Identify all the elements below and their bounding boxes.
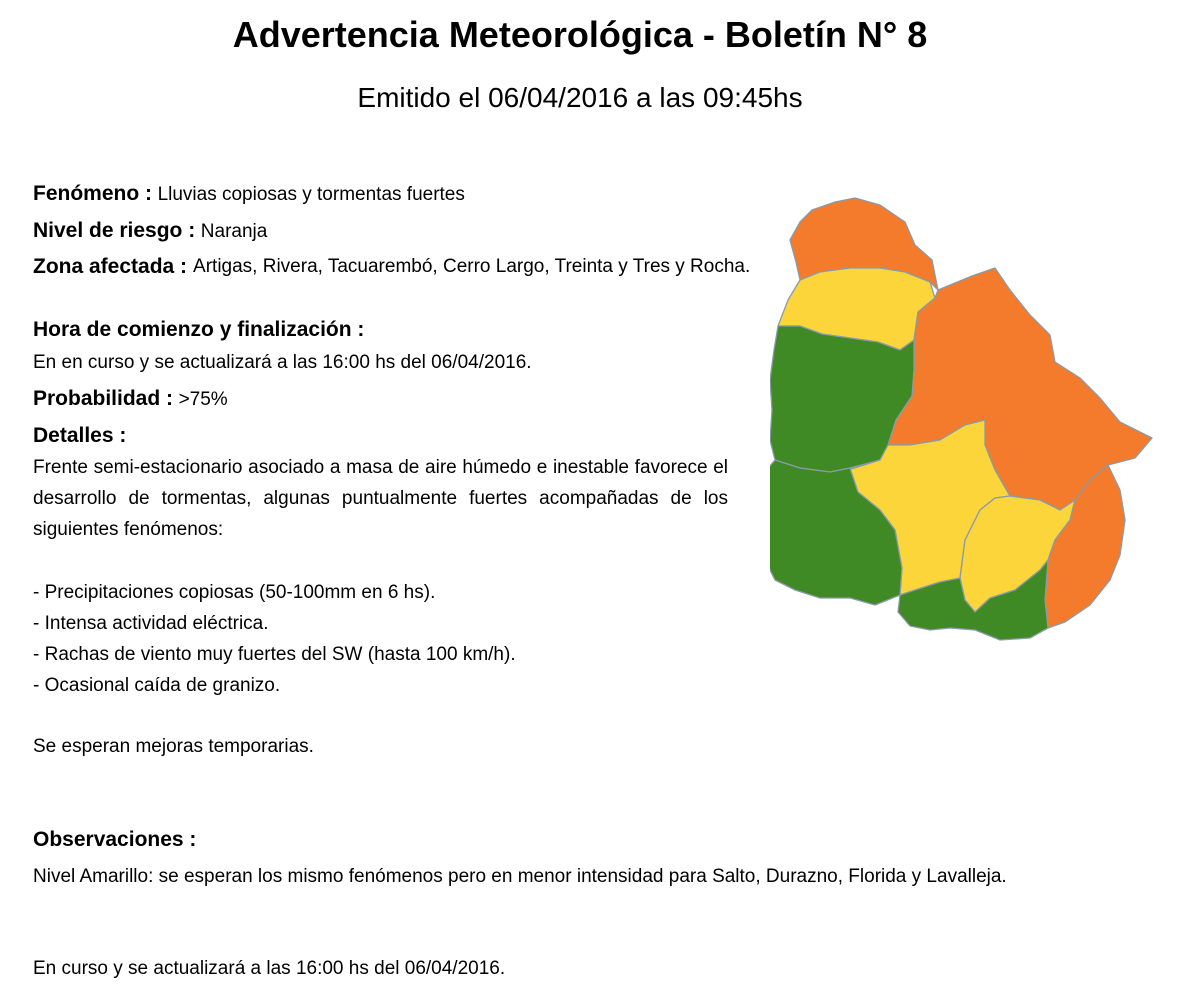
- obs-row: [33, 825, 196, 855]
- bullet-item: - Precipitaciones copiosas (50-100mm en 6 hs).: [33, 582, 436, 603]
- prob-label: Probabilidad :: [33, 387, 174, 410]
- obs-text: Nivel Amarillo: se esperan los mismo fenómenos pero en menor intensidad para Salto, Durazno, Florida y Lavalleja.: [33, 866, 1007, 887]
- zona-value: Artigas, Rivera, Tacuarembó, Cerro Largo, Treinta y Tres y Rocha.: [193, 256, 751, 277]
- hora-row: [33, 315, 364, 345]
- detalles-text: Frente semi-estacionario asociado a masa de aire húmedo e inestable favorece el desarrollo de tormentas, algunas puntualmente fuertes acompañadas de los siguientes fenómenos:: [33, 457, 728, 540]
- bulletin-subtitle: Emitido el 06/04/2016 a las 09:45hs: [357, 82, 803, 113]
- bullet-item: - Ocasional caída de granizo.: [33, 675, 281, 696]
- footer-text: En curso y se actualizará a las 16:00 hs del 06/04/2016.: [33, 958, 506, 979]
- nivel-row: [33, 216, 267, 247]
- hora-label: Hora de comienzo y finalización :: [33, 318, 365, 341]
- mejoras-text: Se esperan mejoras temporarias.: [33, 736, 314, 757]
- zona-label: Zona afectada :: [33, 255, 188, 278]
- prob-row: [33, 384, 228, 415]
- bullet-item: - Intensa actividad eléctrica.: [33, 613, 269, 634]
- hora-value: En en curso y se actualizará a las 16:00 hs del 06/04/2016.: [33, 352, 532, 373]
- uruguay-risk-map: [770, 195, 1160, 655]
- fenomeno-row: [33, 179, 465, 210]
- detalles-row: [33, 421, 126, 451]
- fenomeno-value: Lluvias copiosas y tormentas fuertes: [157, 184, 465, 205]
- prob-value: >75%: [178, 389, 228, 410]
- fenomeno-label: Fenómeno :: [33, 182, 152, 205]
- bullet-item: - Rachas de viento muy fuertes del SW (hasta 100 km/h).: [33, 644, 516, 665]
- detalles-label: Detalles :: [33, 424, 127, 447]
- zona-row: [33, 252, 757, 282]
- nivel-value: Naranja: [200, 221, 268, 242]
- bulletin-title: Advertencia Meteorológica - Boletín N° 8: [232, 14, 928, 55]
- nivel-label: Nivel de riesgo :: [33, 219, 196, 242]
- obs-label: Observaciones :: [33, 828, 197, 851]
